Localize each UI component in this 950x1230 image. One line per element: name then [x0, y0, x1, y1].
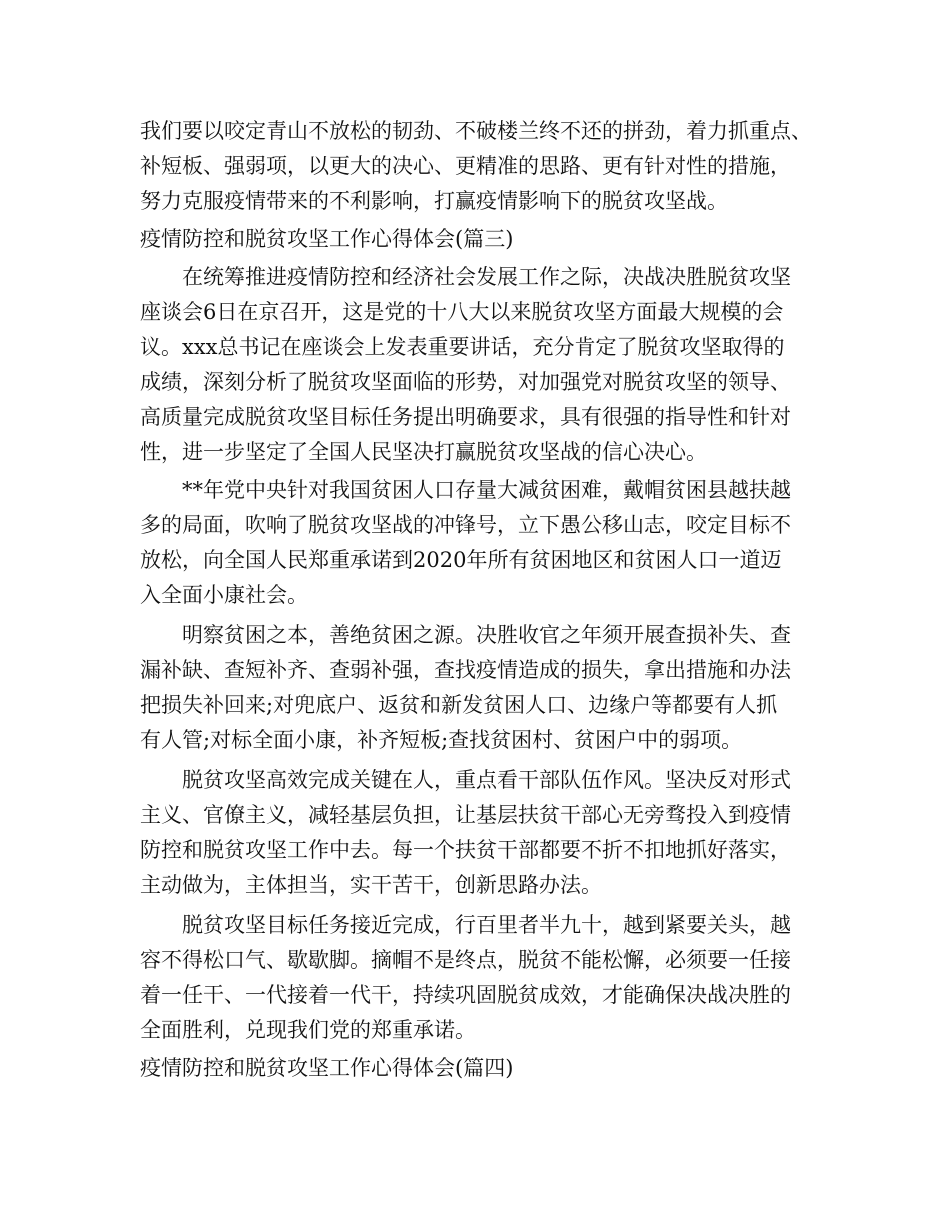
text-line: 着一任干、一代接着一代干，持续巩固脱贫成效，才能确保决战决胜的: [140, 983, 791, 1007]
text-line: 防控和脱贫攻坚工作中去。每一个扶贫干部都要不折不扣地抓好落实，: [140, 838, 791, 862]
text-line: 主动做为，主体担当，实干苦干，创新思路办法。: [140, 873, 602, 897]
text-line: 努力克服疫情带来的不利影响，打赢疫情影响下的脱贫攻坚战。: [140, 189, 728, 213]
text-line: 入全面小康社会。: [140, 583, 308, 607]
text-line: 放松，向全国人民郑重承诺到2020年所有贫困地区和贫困人口一道迈: [140, 548, 782, 572]
text-line: 座谈会6日在京召开，这是党的十八大以来脱贫攻坚方面最大规模的会: [140, 300, 784, 324]
text-line: 漏补缺、查短补齐、查弱补强，查找疫情造成的损失，拿出措施和办法: [140, 658, 791, 682]
text-line: 脱贫攻坚高效完成关键在人，重点看干部队伍作风。坚决反对形式: [140, 768, 791, 792]
text-line: 把损失补回来;对兜底户、返贫和新发贫困人口、边缘户等都要有人抓: [140, 693, 778, 717]
text-line: 高质量完成脱贫攻坚目标任务提出明确要求，具有很强的指导性和针对: [140, 405, 791, 429]
text-line: 在统筹推进疫情防控和经济社会发展工作之际，决战决胜脱贫攻坚: [140, 265, 791, 289]
text-line: 议。xxx总书记在座谈会上发表重要讲话，充分肯定了脱贫攻坚取得的: [140, 335, 785, 359]
text-line: 主义、官僚主义，减轻基层负担，让基层扶贫干部心无旁骛投入到疫情: [140, 803, 791, 827]
text-line: **年党中央针对我国贫困人口存量大减贫困难，戴帽贫困县越扶越: [140, 478, 791, 502]
text-line: 容不得松口气、歇歇脚。摘帽不是终点，脱贫不能松懈，必须要一任接: [140, 948, 791, 972]
text-line: 多的局面，吹响了脱贫攻坚战的冲锋号，立下愚公移山志，咬定目标不: [140, 513, 791, 537]
text-line: 全面胜利，兑现我们党的郑重承诺。: [140, 1018, 476, 1042]
section-heading: 疫情防控和脱贫攻坚工作心得体会(篇三): [140, 227, 514, 251]
text-line: 补短板、强弱项，以更大的决心、更精准的思路、更有针对性的措施，: [140, 154, 791, 178]
section-heading: 疫情防控和脱贫攻坚工作心得体会(篇四): [140, 1056, 514, 1080]
text-line: 成绩，深刻分析了脱贫攻坚面临的形势，对加强党对脱贫攻坚的领导、: [140, 370, 791, 394]
text-line: 性，进一步坚定了全国人民坚决打赢脱贫攻坚战的信心决心。: [140, 440, 707, 464]
text-line: 有人管;对标全面小康，补齐短板;查找贫困村、贫困户中的弱项。: [140, 728, 743, 752]
text-line: 明察贫困之本，善绝贫困之源。决胜收官之年须开展查损补失、查: [140, 623, 791, 647]
text-line: 脱贫攻坚目标任务接近完成，行百里者半九十，越到紧要关头，越: [140, 913, 791, 937]
text-line: 我们要以咬定青山不放松的韧劲、不破楼兰终不还的拼劲，着力抓重点、: [140, 119, 812, 143]
